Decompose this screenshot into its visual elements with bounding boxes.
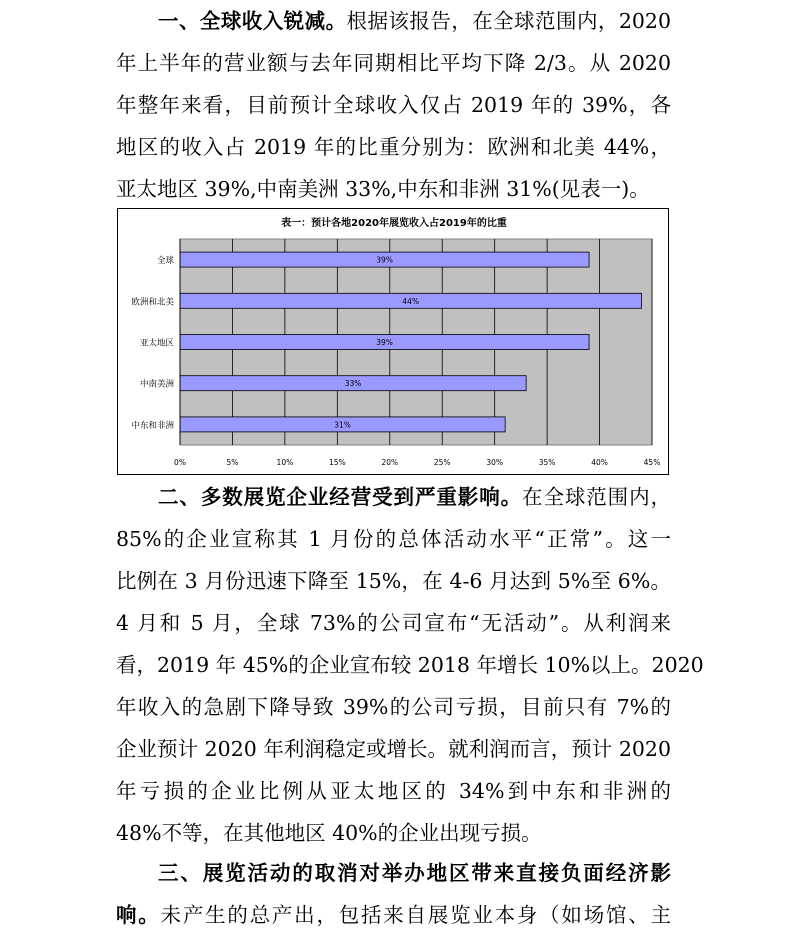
section-2-text: 在全球范围内，: [522, 485, 672, 509]
section-2-line-9: 48%不等，在其他地区 40%的企业出现亏损。: [116, 821, 542, 845]
x-tick-label: 10%: [276, 458, 294, 467]
section-2: [116, 476, 704, 854]
section-1-line-4: 地区的收入占 2019 年的比重分别为：欧洲和北美 44%，: [116, 135, 671, 159]
x-tick-label: 40%: [591, 458, 608, 467]
x-tick-label: 35%: [538, 458, 556, 467]
chart-figure: [117, 208, 669, 475]
section-1-heading: 一、全球收入锐减。: [158, 9, 347, 33]
x-tick-label: 15%: [328, 458, 346, 467]
section-3: [116, 852, 671, 936]
x-tick-label: 20%: [381, 458, 399, 467]
data-label: 39%: [376, 255, 393, 265]
x-tick-label: 5%: [226, 458, 239, 467]
section-1-line-3: 年整年来看，目前预计全球收入仅占 2019 年的 39%，各: [116, 93, 671, 117]
section-1-line-2: 年上半年的营业额与去年同期相比平均下降 2/3。从 2020: [116, 51, 671, 75]
section-1: [116, 0, 671, 210]
section-1-text: 根据该报告，在全球范围内，2020: [346, 9, 672, 33]
category-label: 亚太地区: [139, 338, 174, 349]
chart-title: 表一：预计各地2020年展览收入占2019年的比重: [281, 218, 507, 229]
data-label: 39%: [376, 338, 393, 347]
category-label: 欧洲和北美: [131, 297, 174, 308]
section-2-line-5: 看，2019 年 45%的企业宣布较 2018 年增长 10%以上。2020: [116, 653, 704, 677]
data-label: 33%: [344, 379, 362, 389]
category-label: 中南美洲: [139, 379, 174, 390]
x-tick-label: 45%: [643, 458, 661, 467]
data-label: 31%: [334, 420, 351, 430]
section-2-line-2: 85%的企业宣称其 1 月份的总体活动水平“正常”。这一: [116, 527, 671, 551]
section-1-line-5: 亚太地区 39%,中南美洲 33%,中东和非洲 31%(见表一)。: [116, 177, 650, 201]
section-3-heading: 三、展览活动的取消对举办地区带来直接负面经济影: [158, 861, 671, 885]
x-tick-label: 25%: [433, 458, 451, 467]
section-2-line-6: 年收入的急剧下降导致 39%的公司亏损，目前只有 7%的: [116, 695, 671, 719]
section-2-heading: 二、多数展览企业经营受到严重影响。: [158, 485, 523, 509]
section-2-line-1: [116, 476, 671, 518]
section-2-line-7: 企业预计 2020 年利润稳定或增长。就利润而言，预计 2020: [116, 737, 671, 761]
section-1-line-1: [116, 0, 671, 42]
category-label: 全球: [156, 256, 174, 267]
section-3-heading-end: 响。: [116, 903, 161, 927]
x-tick-label: 30%: [486, 458, 504, 467]
bar-chart: [118, 209, 670, 476]
section-3-line-2: [116, 894, 671, 936]
category-label: 中东和非洲: [131, 420, 174, 431]
data-label: 44%: [402, 296, 420, 306]
section-2-line-3: 比例在 3 月份迅速下降至 15%，在 4-6 月达到 5%至 6%。: [116, 569, 671, 593]
section-3-text: 未产生的总产出，包括来自展览业本身（如场馆、主: [160, 903, 672, 927]
section-2-line-8: 年亏损的企业比例从亚太地区的 34%到中东和非洲的: [116, 779, 671, 803]
x-tick-label: 0%: [174, 458, 186, 467]
section-2-line-4: 4 月和 5 月，全球 73%的公司宣布“无活动”。从利润来: [116, 611, 671, 635]
